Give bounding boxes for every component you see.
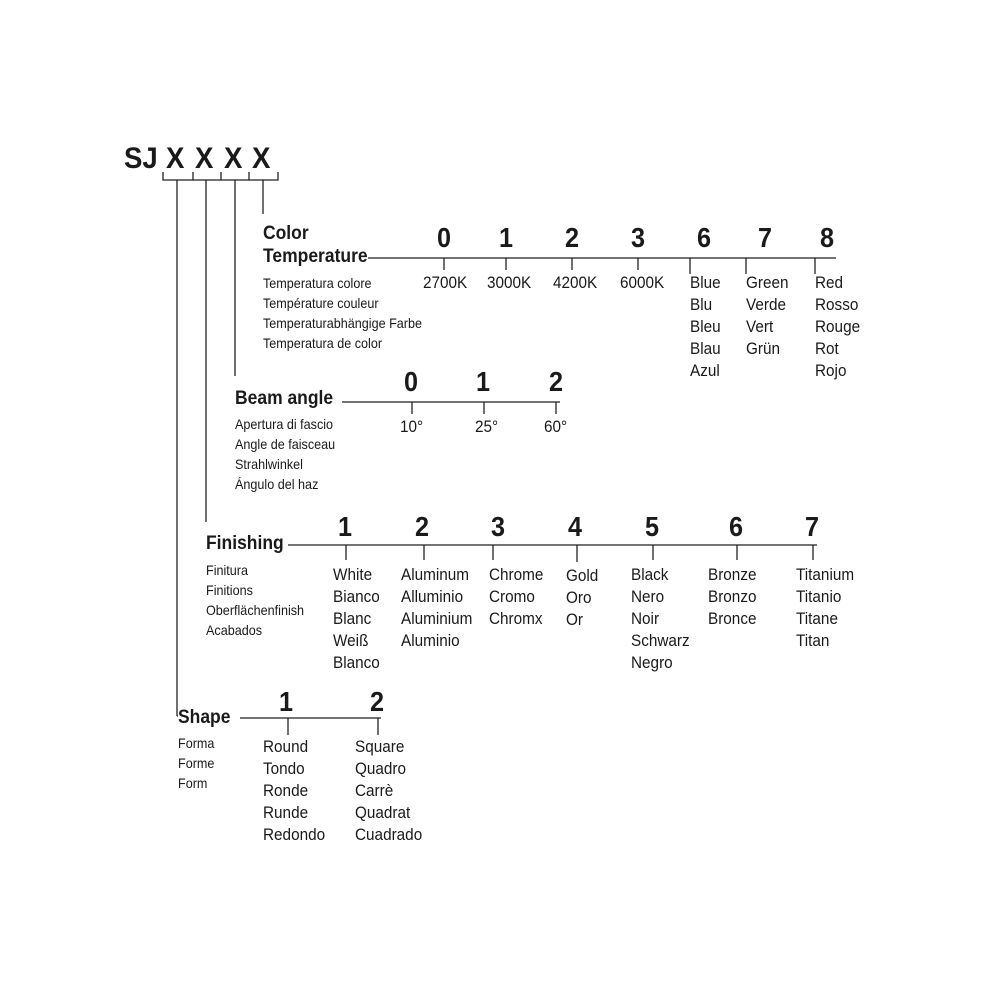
beam-code-0: 0 <box>403 366 419 397</box>
color-option-3: 6000K <box>620 273 665 292</box>
finishing-code-3: 3 <box>490 511 506 542</box>
shape-option-2: Square Quadro Carrè Quadrat Cuadrado <box>355 737 423 844</box>
code-slot-finishing: X <box>195 142 214 175</box>
code-slot-beam: X <box>224 142 243 175</box>
color-option-7: Green Verde Vert Grün <box>746 273 789 358</box>
finishing-option-1: White Bianco Blanc Weiß Blanco <box>333 565 380 672</box>
finishing-title: Finishing <box>206 533 284 554</box>
beam-code-2: 2 <box>548 366 564 397</box>
beam-option-0: 10° <box>400 417 424 436</box>
color-temperature-title: Color Temperature <box>263 223 368 267</box>
finishing-option-4: Gold Oro Or <box>566 566 599 629</box>
finishing-option-2: Aluminum Alluminio Aluminium Aluminio <box>401 565 473 650</box>
color-code-0: 0 <box>436 222 452 253</box>
color-code-7: 7 <box>757 222 773 253</box>
code-prefix: SJ <box>124 142 158 175</box>
finishing-option-5: Black Nero Noir Schwarz Negro <box>631 565 690 672</box>
finishing-translations: Finitura Finitions Oberflächenfinish Acabados <box>206 562 305 638</box>
shape-code-1: 1 <box>278 686 294 717</box>
color-option-0: 2700K <box>423 273 468 292</box>
finishing-option-7: Titanium Titanio Titane Titan <box>796 565 855 650</box>
code-slot-shape: X <box>166 142 185 175</box>
beam-code-1: 1 <box>475 366 491 397</box>
finishing-code-1: 1 <box>337 511 353 542</box>
color-option-1: 3000K <box>487 273 532 292</box>
shape-code-2: 2 <box>369 686 385 717</box>
finishing-code-7: 7 <box>804 511 820 542</box>
shape-option-1: Round Tondo Ronde Runde Redondo <box>263 737 326 844</box>
color-code-6: 6 <box>696 222 712 253</box>
finishing-code-4: 4 <box>567 511 583 542</box>
shape-title: Shape <box>178 707 231 728</box>
beam-option-1: 25° <box>475 417 499 436</box>
color-code-8: 8 <box>819 222 835 253</box>
finishing-code-2: 2 <box>414 511 430 542</box>
finishing-code-6: 6 <box>728 511 744 542</box>
color-code-3: 3 <box>630 222 646 253</box>
color-option-6: Blue Blu Bleu Blau Azul <box>690 273 721 380</box>
code-slot-color: X <box>252 142 271 175</box>
color-code-1: 1 <box>498 222 514 253</box>
shape-translations: Forma Forme Form <box>178 735 215 791</box>
beam-option-2: 60° <box>544 417 568 436</box>
color-option-2: 4200K <box>553 273 598 292</box>
beam-angle-translations: Apertura di fascio Angle de faisceau Strahlwinkel Ángulo del haz <box>235 416 336 492</box>
finishing-code-5: 5 <box>644 511 660 542</box>
color-code-2: 2 <box>564 222 580 253</box>
finishing-option-6: Bronze Bronzo Bronce <box>708 565 757 628</box>
beam-angle-title: Beam angle <box>235 388 334 409</box>
color-temperature-translations: Temperatura colore Température couleur Temperaturabhängige Farbe Temperatura de color <box>263 275 423 351</box>
color-option-8: Red Rosso Rouge Rot Rojo <box>815 273 861 380</box>
finishing-option-3: Chrome Cromo Chromx <box>489 565 544 628</box>
